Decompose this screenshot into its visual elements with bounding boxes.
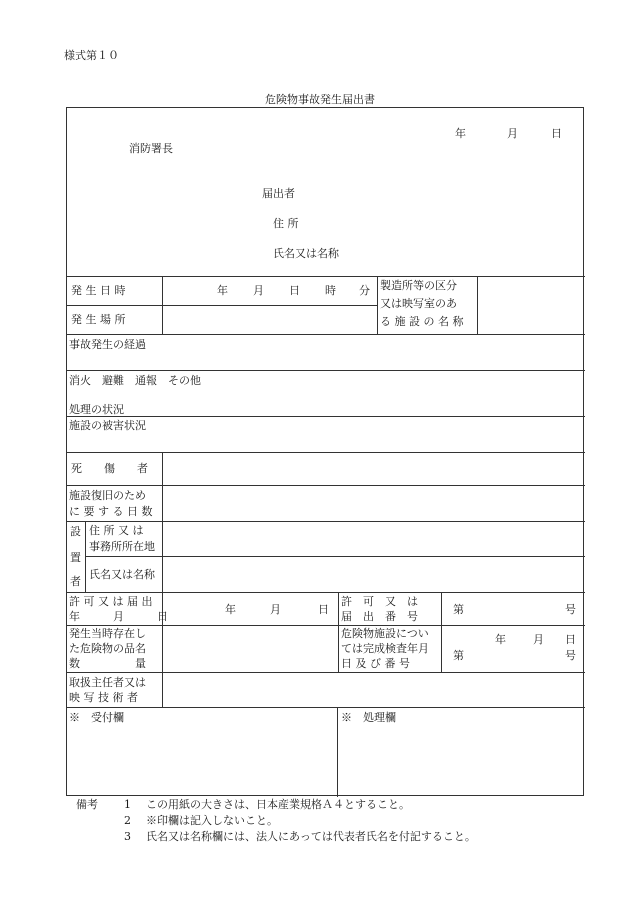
inspection-day: 日 — [565, 633, 576, 646]
form-table — [66, 107, 584, 796]
note-number: 1 — [124, 798, 131, 811]
rule — [67, 521, 585, 522]
address-label: 住 所 — [273, 217, 299, 230]
installer-address-label: 事務所所在地 — [89, 540, 155, 553]
date-year: 年 — [455, 127, 466, 140]
name-label: 氏名又は名称 — [273, 247, 339, 260]
occ-day: 日 — [289, 284, 300, 297]
date-month: 月 — [507, 127, 518, 140]
occ-month: 月 — [253, 284, 264, 297]
rule — [85, 521, 86, 592]
rule — [67, 485, 585, 486]
occ-minute: 分 — [359, 284, 370, 297]
handling-status-label: 処理の状況 — [69, 403, 124, 416]
notes-label: 備考 — [76, 798, 98, 811]
permit-no-go: 号 — [565, 603, 576, 616]
stored-hazmat-label: 数 量 — [69, 657, 146, 670]
notifier-label: 届出者 — [262, 187, 295, 200]
occurrence-place-label: 発 生 場 所 — [71, 313, 126, 326]
addressee: 消防署長 — [129, 142, 173, 155]
stored-hazmat-label: 発生当時存在し — [69, 627, 146, 640]
inspection-month: 月 — [533, 633, 544, 646]
note-1: この用紙の大きさは、日本産業規格Ａ４とすること。 — [146, 798, 410, 811]
installer-label: 置 — [70, 551, 81, 564]
rule — [441, 592, 442, 672]
rule — [338, 592, 339, 672]
installer-label: 設 — [70, 525, 81, 538]
reception-label: ※ 受付欄 — [69, 711, 124, 724]
permit-date-label: 許 可 又 は 届 出 — [69, 595, 153, 608]
rule — [67, 625, 585, 626]
rule — [67, 334, 585, 335]
inspection-label: 日 及 び 番 号 — [341, 657, 410, 670]
date-day: 日 — [551, 127, 562, 140]
permit-number-label: 届 出 番 号 — [341, 610, 418, 623]
rule — [67, 592, 585, 593]
permit-no-dai: 第 — [453, 603, 464, 616]
inspection-dai: 第 — [453, 649, 464, 662]
casualty-label: 死 傷 者 — [71, 462, 148, 475]
permit-day: 日 — [318, 603, 329, 616]
rule — [67, 707, 585, 708]
rule — [67, 416, 585, 417]
rule — [162, 452, 163, 592]
inspection-label: ては完成検査年月 — [341, 642, 429, 655]
note-2: ※印欄は記入しないこと。 — [146, 814, 278, 827]
manager-label: 取扱主任者又は — [69, 676, 146, 689]
facility-label: 又は映写室のあ — [380, 297, 457, 310]
form-title: 危険物事故発生届出書 — [265, 93, 375, 106]
occurrence-date-label: 発 生 日 時 — [71, 284, 126, 297]
inspection-label: 危険物施設につい — [341, 627, 429, 640]
installer-name-label: 氏名又は名称 — [89, 568, 155, 581]
manager-label: 映 写 技 術 者 — [69, 691, 138, 704]
stored-hazmat-label: た危険物の品名 — [69, 642, 146, 655]
accident-course-label: 事故発生の経過 — [69, 338, 146, 351]
permit-number-label: 許 可 又 は — [341, 595, 418, 608]
facility-label: る 施 設 の 名 称 — [380, 315, 464, 328]
rule — [85, 556, 585, 557]
rule — [477, 276, 478, 334]
facility-label: 製造所等の区分 — [380, 279, 457, 292]
damage-status-label: 施設の被害状況 — [69, 419, 146, 432]
fire-items-label: 消火 避難 通報 その他 — [69, 374, 201, 387]
occ-year: 年 — [217, 284, 228, 297]
rule — [377, 276, 378, 334]
processing-label: ※ 処理欄 — [341, 711, 396, 724]
rule — [337, 707, 338, 797]
installer-label: 者 — [70, 575, 81, 588]
rule — [67, 672, 585, 673]
rule — [67, 305, 377, 306]
restore-days-label: に 要 す る 日 数 — [69, 505, 153, 518]
rule — [162, 276, 163, 334]
permit-date-label: 年 月 日 — [69, 610, 168, 623]
installer-address-label: 住 所 又 は — [89, 524, 144, 537]
restore-days-label: 施設復旧のため — [69, 489, 146, 502]
inspection-go: 号 — [565, 649, 576, 662]
rule — [67, 452, 585, 453]
note-number: 2 — [124, 814, 131, 827]
rule — [67, 276, 585, 277]
form-number: 様式第１０ — [64, 49, 119, 62]
rule — [67, 370, 585, 371]
occ-hour: 時 — [325, 284, 336, 297]
inspection-year: 年 — [495, 633, 506, 646]
note-3: 氏名又は名称欄には、法人にあっては代表者氏名を付記すること。 — [146, 830, 476, 843]
permit-year: 年 — [225, 603, 236, 616]
permit-month: 月 — [270, 603, 281, 616]
note-number: 3 — [124, 830, 131, 843]
